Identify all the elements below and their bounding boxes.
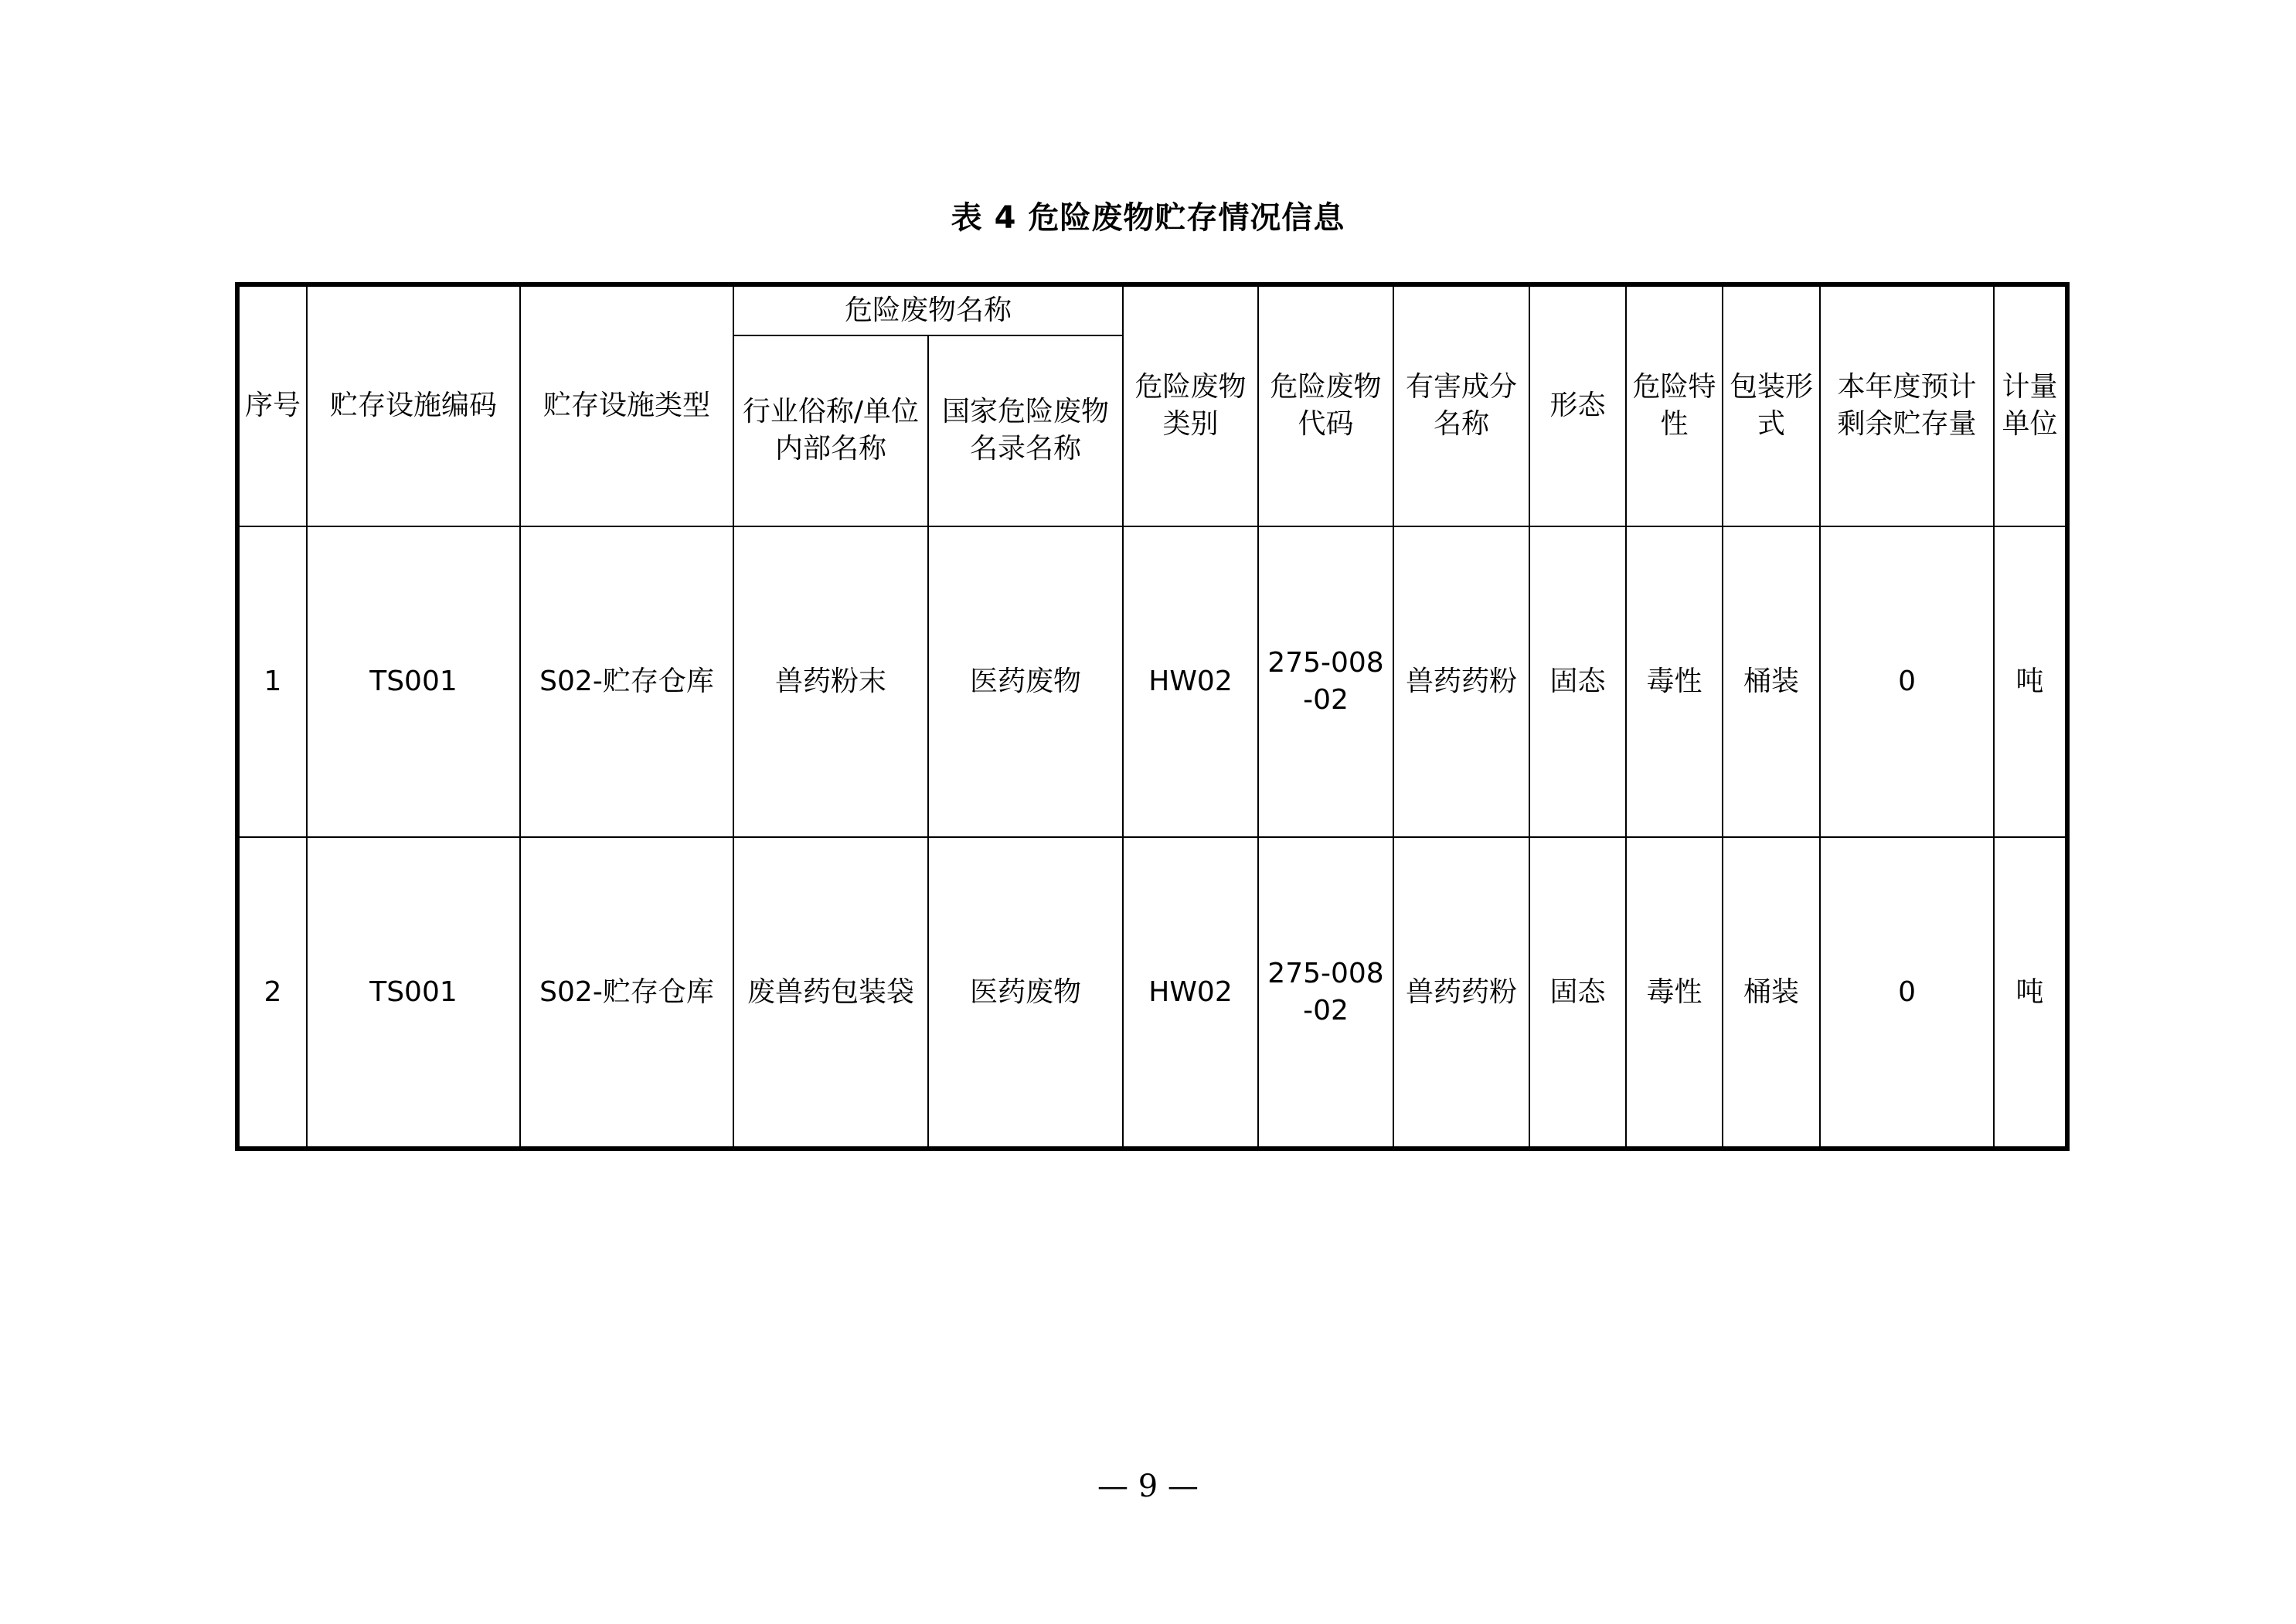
cell-form: 固态 <box>1529 837 1626 1149</box>
header-packaging: 包装形式 <box>1723 284 1820 526</box>
cell-industry-name: 废兽药包装袋 <box>733 837 928 1149</box>
header-waste-code: 危险废物代码 <box>1258 284 1393 526</box>
header-unit: 计量单位 <box>1994 284 2067 526</box>
table-row <box>237 837 2067 1149</box>
header-waste-name-group: 危险废物名称 <box>733 284 1123 335</box>
cell-industry-name: 兽药粉末 <box>733 526 928 838</box>
cell-harmful-component: 兽药药粉 <box>1393 837 1529 1149</box>
cell-facility-code: TS001 <box>307 837 520 1149</box>
cell-remaining: 0 <box>1820 526 1994 838</box>
cell-packaging: 桶装 <box>1723 526 1820 838</box>
header-industry-name: 行业俗称/单位内部名称 <box>733 335 928 526</box>
cell-seq: 2 <box>237 837 307 1149</box>
header-harmful-component: 有害成分名称 <box>1393 284 1529 526</box>
cell-packaging: 桶装 <box>1723 837 1820 1149</box>
header-remaining: 本年度预计剩余贮存量 <box>1820 284 1994 526</box>
cell-facility-code: TS001 <box>307 526 520 838</box>
cell-hazard: 毒性 <box>1626 837 1723 1149</box>
hazardous-waste-storage-table <box>235 282 2070 1151</box>
cell-waste-code: 275-008-02 <box>1258 526 1393 838</box>
header-facility-type: 贮存设施类型 <box>520 284 733 526</box>
cell-harmful-component: 兽药药粉 <box>1393 526 1529 838</box>
cell-unit: 吨 <box>1994 526 2067 838</box>
cell-remaining: 0 <box>1820 837 1994 1149</box>
header-national-name: 国家危险废物名录名称 <box>928 335 1123 526</box>
header-seq: 序号 <box>237 284 307 526</box>
cell-waste-code: 275-008-02 <box>1258 837 1393 1149</box>
cell-hazard: 毒性 <box>1626 526 1723 838</box>
cell-waste-category: HW02 <box>1123 837 1258 1149</box>
header-waste-category: 危险废物类别 <box>1123 284 1258 526</box>
cell-facility-type: S02-贮存仓库 <box>520 837 733 1149</box>
cell-seq: 1 <box>237 526 307 838</box>
cell-facility-type: S02-贮存仓库 <box>520 526 733 838</box>
cell-national-name: 医药废物 <box>928 526 1123 838</box>
table-row <box>237 526 2067 838</box>
table-title: 表 4 危险废物贮存情况信息 <box>951 200 1345 236</box>
cell-national-name: 医药废物 <box>928 837 1123 1149</box>
header-hazard: 危险特性 <box>1626 284 1723 526</box>
page-number: — 9 — <box>1097 1469 1199 1504</box>
header-facility-code: 贮存设施编码 <box>307 284 520 526</box>
cell-unit: 吨 <box>1994 837 2067 1149</box>
header-form: 形态 <box>1529 284 1626 526</box>
cell-form: 固态 <box>1529 526 1626 838</box>
cell-waste-category: HW02 <box>1123 526 1258 838</box>
